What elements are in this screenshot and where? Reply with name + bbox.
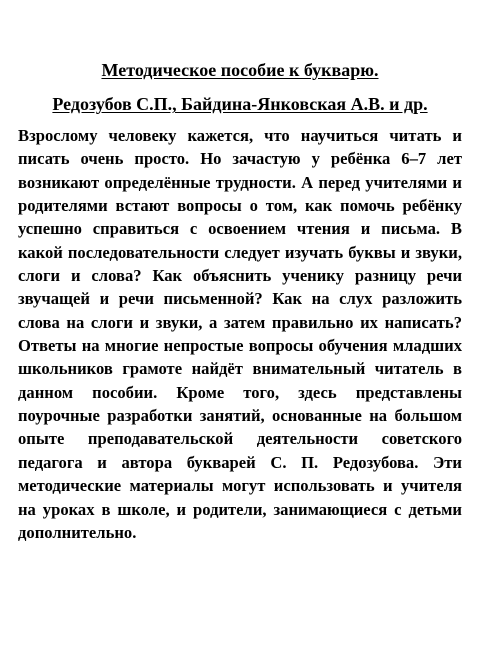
document-body: Взрослому человеку кажется, что научиться читать и писать очень просто. Но зачастую у ребёнка 6–7 лет возникают определённые трудности. А перед учителями и родителями встают вопросы о том, как помочь ребёнку успешно справиться с освоением чтения и письма. В какой последовательности следует изучать буквы и звуки, слоги и слова? Как объяснить ученику разницу речи звучащей и речи письменной? Как на слух разложить слова на слоги и звуки, а затем правильно их написать? Ответы на многие непростые вопросы обучения младших школьников грамоте найдёт внимательный читатель в данном пособии. Кроме того, здесь представлены поурочные разработки занятий, основанные на большом опыте преподавательской деятельности советского педагога и автора букварей С. П. Редозубова. Эти методические материалы могут использовать и учителя на уроках в школе, и родители, занимающиеся с детьми дополнительно. xyxy=(18,126,462,542)
document-title: Методическое пособие к букварю. xyxy=(101,60,379,80)
document-authors: Редозубов С.П., Байдина-Янковская А.В. и др. xyxy=(52,94,428,114)
